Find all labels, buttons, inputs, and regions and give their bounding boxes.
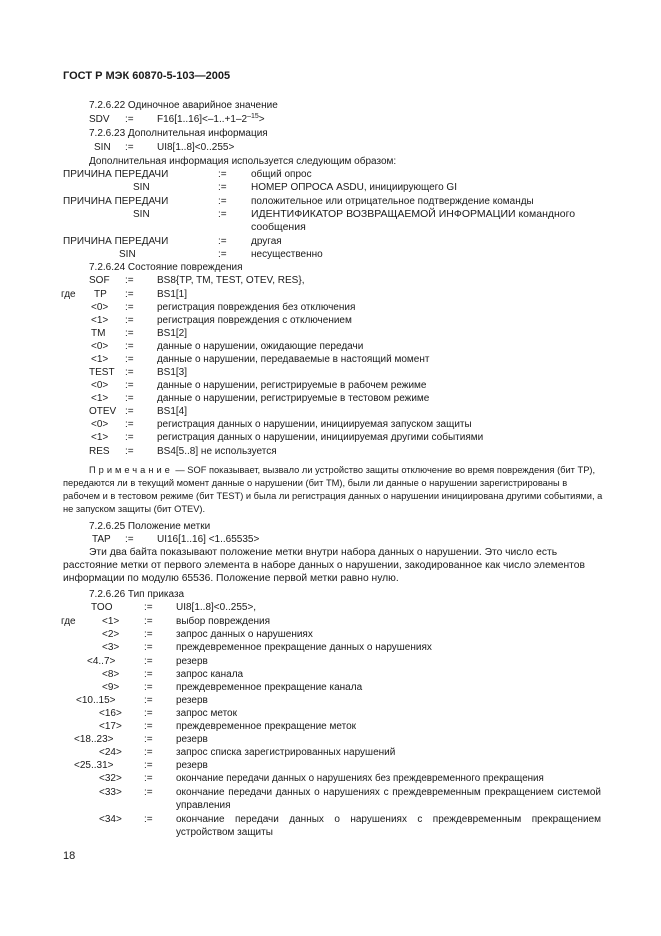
sin-intro: Дополнительная информация используется следующим образом: [89, 156, 397, 167]
sof-row-text: данные о нарушении, передаваемые в настоящий момент [157, 354, 430, 365]
too-row-op: := [144, 682, 153, 693]
sof-row-symbol: TP [94, 289, 107, 300]
section-title-25: 7.2.6.25 Положение метки [89, 521, 211, 532]
sof-row-op: := [125, 328, 134, 339]
sin-row-label: SIN [133, 209, 150, 220]
sof-row-symbol: OTEV [89, 406, 117, 417]
too-row-symbol: <2> [102, 629, 120, 640]
too-row-op: := [144, 747, 153, 758]
page-number: 18 [63, 850, 76, 862]
sof-row-symbol: <0> [91, 380, 109, 391]
sof-row-symbol: <0> [91, 341, 109, 352]
sof-row-op: := [125, 393, 134, 404]
sof-row-op: := [125, 419, 134, 430]
sof-row-text: данные о нарушении, регистрируемые в тестовом режиме [157, 393, 430, 404]
sin-row-text: другая [251, 236, 282, 247]
too-row-op: := [144, 773, 153, 784]
too-row-symbol: <8> [102, 669, 120, 680]
sin-row-text: НОМЕР ОПРОСА ASDU, инициирующего GI [251, 182, 457, 193]
too-symbol: TOO [91, 602, 113, 613]
too-row-op: := [144, 787, 153, 798]
sin-row-label: ПРИЧИНА ПЕРЕДАЧИ [63, 169, 169, 180]
sof-row-text: регистрация данных о нарушении, инициируемая другими событиями [157, 432, 484, 443]
sof-row-text: регистрация повреждения без отключения [157, 302, 356, 313]
too-row-text: запрос списка зарегистрированных нарушений [176, 747, 396, 758]
sdv-operator: := [125, 114, 134, 125]
sof-row-text: данные о нарушении, регистрируемые в рабочем режиме [157, 380, 427, 391]
sin-row-text: положительное или отрицательное подтверждение команды [251, 196, 534, 207]
too-row-symbol: <25..31> [74, 760, 114, 771]
sof-row-text: BS1[1] [157, 289, 188, 300]
sof-row-op: := [125, 341, 134, 352]
sof-row-op: := [125, 367, 134, 378]
sof-row-text: BS1[4] [157, 406, 188, 417]
sin-row-label: ПРИЧИНА ПЕРЕДАЧИ [63, 236, 169, 247]
too-row-op: := [144, 721, 153, 732]
sin-row-op: := [218, 209, 227, 220]
sin-row-text: ИДЕНТИФИКАТОР ВОЗВРАЩАЕМОЙ ИНФОРМАЦИИ командного сообщения [251, 208, 576, 233]
too-row-symbol: <3> [102, 642, 120, 653]
too-row-op: := [144, 629, 153, 640]
too-row-symbol: <18..23> [74, 734, 114, 745]
too-row-symbol: <16> [99, 708, 122, 719]
sof-row-symbol: RES [89, 446, 110, 457]
sin-row-op: := [218, 196, 227, 207]
too-row-text: запрос канала [176, 669, 244, 680]
sof-row-text: регистрация данных о нарушении, инициируемая запуском защиты [157, 419, 472, 430]
too-row-op: := [144, 669, 153, 680]
too-row-op: := [144, 642, 153, 653]
sof-symbol: SOF [89, 275, 110, 286]
too-row-symbol: <4..7> [87, 656, 116, 667]
too-row-text: запрос данных о нарушениях [176, 629, 313, 640]
sof-row-op: := [125, 289, 134, 300]
tap-operator: := [125, 534, 134, 545]
too-row-text: резерв [176, 695, 208, 706]
too-row-text: преждевременное прекращение данных о нарушениях [176, 642, 432, 653]
note-text: — SOF показывает, вызвало ли устройство защиты отключение во время повреждения (бит TP), передаются ли в текущий момент данные о нарушении (бит TM), были ли данные о нарушении зарегистрированы в рабочем и в тестовом режиме (бит TEST) и была ли регистрация данных о нарушении инициирована другими событиями, а не запуском защиты (бит OTEV). [63, 465, 603, 514]
too-row-text: резерв [176, 734, 208, 745]
sof-row-op: := [125, 446, 134, 457]
sof-row-symbol: <1> [91, 393, 109, 404]
sof-definition: BS8{TP, TM, TEST, OTEV, RES}, [157, 275, 305, 286]
too-row-op: := [144, 656, 153, 667]
document-header: ГОСТ Р МЭК 60870-5-103—2005 [63, 70, 231, 82]
sof-operator: := [125, 275, 134, 286]
sof-row-text: BS4[5..8] не используется [157, 446, 277, 457]
sin-row-text: несущественно [251, 249, 323, 260]
too-operator: := [144, 602, 153, 613]
sin-row-op: := [218, 169, 227, 180]
too-row-text: выбор повреждения [176, 616, 271, 627]
too-row-symbol: <17> [99, 721, 122, 732]
too-row-text: окончание передачи данных о нарушениях с преждевременным прекращением устройством защиты [176, 814, 601, 838]
sof-row-symbol: <1> [91, 432, 109, 443]
too-row-op: := [144, 814, 153, 825]
too-row-symbol: <33> [99, 787, 122, 798]
too-row-text: запрос меток [176, 708, 237, 719]
too-row-text: преждевременное прекращение канала [176, 682, 363, 693]
too-row-op: := [144, 616, 153, 627]
sof-row-op: := [125, 354, 134, 365]
sin-row-op: := [218, 236, 227, 247]
tap-paragraph: Эти два байта показывают положение метки внутри набора данных о нарушении. Это число есть расстояние метки от первого элемента в наборе данных о нарушении, закодированное как число элементов информации по модулю 65536. Положение первой метки равно нулю. [63, 547, 585, 584]
too-row-text: резерв [176, 760, 208, 771]
sof-row-symbol: TEST [89, 367, 115, 378]
tap-definition: UI16[1..16] <1..65535> [157, 534, 260, 545]
sin-row-label: SIN [133, 182, 150, 193]
too-row-op: := [144, 695, 153, 706]
note-label: Примечание [89, 465, 173, 475]
sdv-definition: $F16[1..16]<-1..+1-2^{-15}>$ [157, 113, 265, 125]
sin-row-label: ПРИЧИНА ПЕРЕДАЧИ [63, 196, 169, 207]
too-row-text: преждевременное прекращение меток [176, 721, 356, 732]
sof-row-op: := [125, 380, 134, 391]
sof-row-text: BS1[3] [157, 367, 188, 378]
note-paragraph [63, 464, 603, 516]
sof-row-symbol: TM [91, 328, 106, 339]
section-title-22: 7.2.6.22 Одиночное аварийное значение [89, 100, 278, 111]
too-row-text: окончание передачи данных о нарушениях с преждевременным прекращением системой управления [176, 787, 601, 811]
section-title-23: 7.2.6.23 Дополнительная информация [89, 128, 268, 139]
sin-row-op: := [218, 249, 227, 260]
where-label: где [61, 289, 76, 300]
sof-row-op: := [125, 406, 134, 417]
section-title-26: 7.2.6.26 Тип приказа [89, 589, 185, 600]
too-row-symbol: <24> [99, 747, 122, 758]
tap-symbol: TAP [92, 534, 111, 545]
sin-row-op: := [218, 182, 227, 193]
sin-row-text: общий опрос [251, 169, 312, 180]
sin-operator: := [125, 142, 134, 153]
sin-definition: UI8[1..8]<0..255> [157, 142, 235, 153]
sin-row-label: SIN [119, 249, 136, 260]
too-row-text: окончание передачи данных о нарушениях без преждевременного прекращения [176, 773, 544, 784]
sof-row-symbol: <1> [91, 315, 109, 326]
too-row-op: := [144, 760, 153, 771]
sof-row-op: := [125, 432, 134, 443]
too-row-symbol: <10..15> [76, 695, 116, 706]
too-row-text: резерв [176, 656, 208, 667]
sof-row-symbol: <1> [91, 354, 109, 365]
too-row-symbol: <1> [102, 616, 120, 627]
sin-symbol: SIN [94, 142, 111, 153]
sof-row-text: данные о нарушении, ожидающие передачи [157, 341, 364, 352]
too-row-symbol: <32> [99, 773, 122, 784]
too-definition: UI8[1..8]<0..255>, [176, 602, 257, 613]
too-row-op: := [144, 734, 153, 745]
sof-row-text: BS1[2] [157, 328, 188, 339]
sof-row-op: := [125, 315, 134, 326]
too-row-symbol: <34> [99, 814, 122, 825]
sof-row-text: регистрация повреждения с отключением [157, 315, 352, 326]
too-row-symbol: <9> [102, 682, 120, 693]
sof-row-symbol: <0> [91, 302, 109, 313]
sof-row-op: := [125, 302, 134, 313]
where-label-26: где [61, 616, 76, 627]
section-title-24: 7.2.6.24 Состояние повреждения [89, 262, 243, 273]
too-row-op: := [144, 708, 153, 719]
sdv-symbol: SDV [89, 114, 110, 125]
sof-row-symbol: <0> [91, 419, 109, 430]
